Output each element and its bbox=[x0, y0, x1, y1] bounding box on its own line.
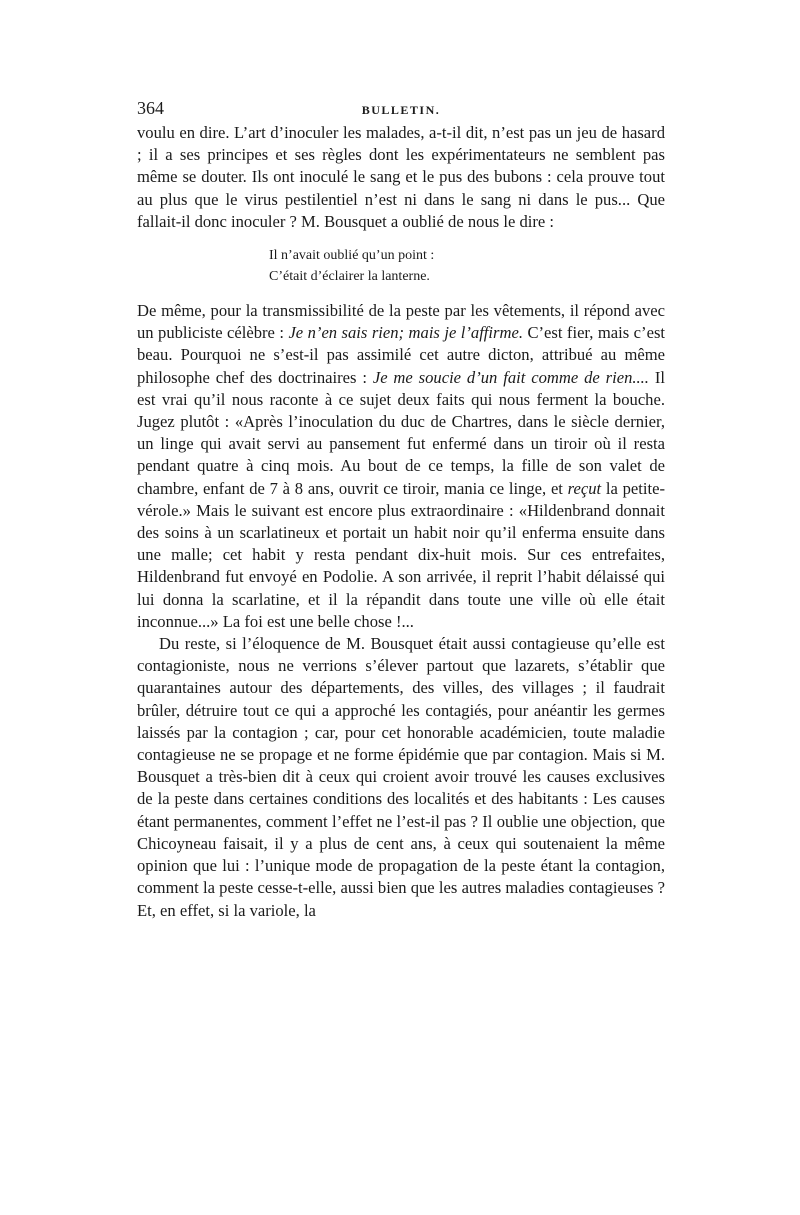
verse-line-1: Il n’avait oublié qu’un point : bbox=[269, 248, 435, 264]
paragraph-transmissibility bbox=[137, 300, 665, 633]
book-page bbox=[137, 98, 665, 922]
paragraph-2-text-4: la petite-vérole.» Mais le suivant est encore plus extraordinaire : «Hildenbrand donnait des soins à un scarlatineux et portait un habit noir qu’il enferma ensuite dans une malle; cet habit y resta pendant dix-huit mois. Sur ces entrefaites, Hildenbrand fut envoyé en Podolie. A son arrivée, il reprit l’habit délaissé qui lui donna la scarlatine, et il la répandit dans toute une ville où elle était inconnue...» La foi est une belle chose !... bbox=[137, 478, 666, 631]
verse-quote bbox=[269, 245, 665, 287]
body-text bbox=[137, 122, 665, 922]
paragraph-2-quote-3: reçut bbox=[567, 478, 602, 498]
running-head bbox=[137, 98, 665, 122]
paragraph-2-text-3: Il est vrai qu’il nous raconte à ce sujet deux faits qui nous ferment la bouche. Jugez plutôt : «Après l’inoculation du duc de Chartres, dans le siècle dernier, un linge qui avait servi au pansement fut enfermé dans un tiroir où il resta pendant quatre à cinq mois. Au bout de ce temps, la fille de son valet de chambre, enfant de 7 à 8 ans, ouvrit ce tiroir, mania ce linge, et bbox=[137, 367, 665, 498]
paragraph-2-text-2: C’est fier, mais c’est beau. Pourquoi ne s’est-il pas assimilé cet autre dicton, attribué au même philosophe chef des doctrinaires : bbox=[137, 323, 666, 387]
running-title: BULLETIN. bbox=[361, 103, 441, 117]
paragraph-2-quote-2: Je me soucie d’un fait comme de rien.... bbox=[372, 367, 649, 387]
paragraph-2-quote-1: Je n’en sais rien; mais je l’affirme. bbox=[288, 323, 523, 343]
paragraph-continued: voulu en dire. L’art d’inoculer les malades, a-t-il dit, n’est pas un jeu de hasard ; il a ses principes et ses règles dont les expérimentateurs ne semblent pas même se douter. Ils ont inoculé le sang et le pus des bubons : cela prouve tout au plus que le virus pestilentiel n’est ni dans le sang ni dans le pus... Que fallait-il donc inoculer ? M. Bousquet a oublié de nous le dire : bbox=[137, 123, 665, 231]
paragraph-2-text-1: De même, pour la transmissibilité de la peste par les vêtements, il répond avec un publiciste célèbre : bbox=[137, 301, 665, 343]
paragraph-du-reste: Du reste, si l’éloquence de M. Bousquet était aussi contagieuse qu’elle est contagioniste, nous ne verrions s’élever partout que lazarets, s’établir que quarantaines autour des départements, des villes, des villages ; il faudrait brûler, détruire tout ce qui a approché les contagiés, pour anéantir les germes laissés par la contagion ; car, pour cet honorable académicien, toute maladie contagieuse ne se propage et ne forme épidémie que par contagion. Mais si M. Bousquet a très-bien dit à ceux qui croient avoir trouvé les causes exclusives de la peste dans certaines conditions des localités et des habitants : Les causes étant permanentes, comment l’effet ne l’est-il pas ? Il oublie une objection, que Chicoyneau faisait, il y a plus de cent ans, à ceux qui soutenaient la même opinion que lui : l’unique mode de propagation de la peste étant la contagion, comment la peste cesse-t-elle, aussi bien que les autres maladies contagieuses ? Et, en effet, si la variole, la bbox=[137, 634, 665, 920]
verse-line-2: C’était d’éclairer la lanterne. bbox=[269, 269, 430, 285]
page-number: 364 bbox=[137, 98, 164, 118]
